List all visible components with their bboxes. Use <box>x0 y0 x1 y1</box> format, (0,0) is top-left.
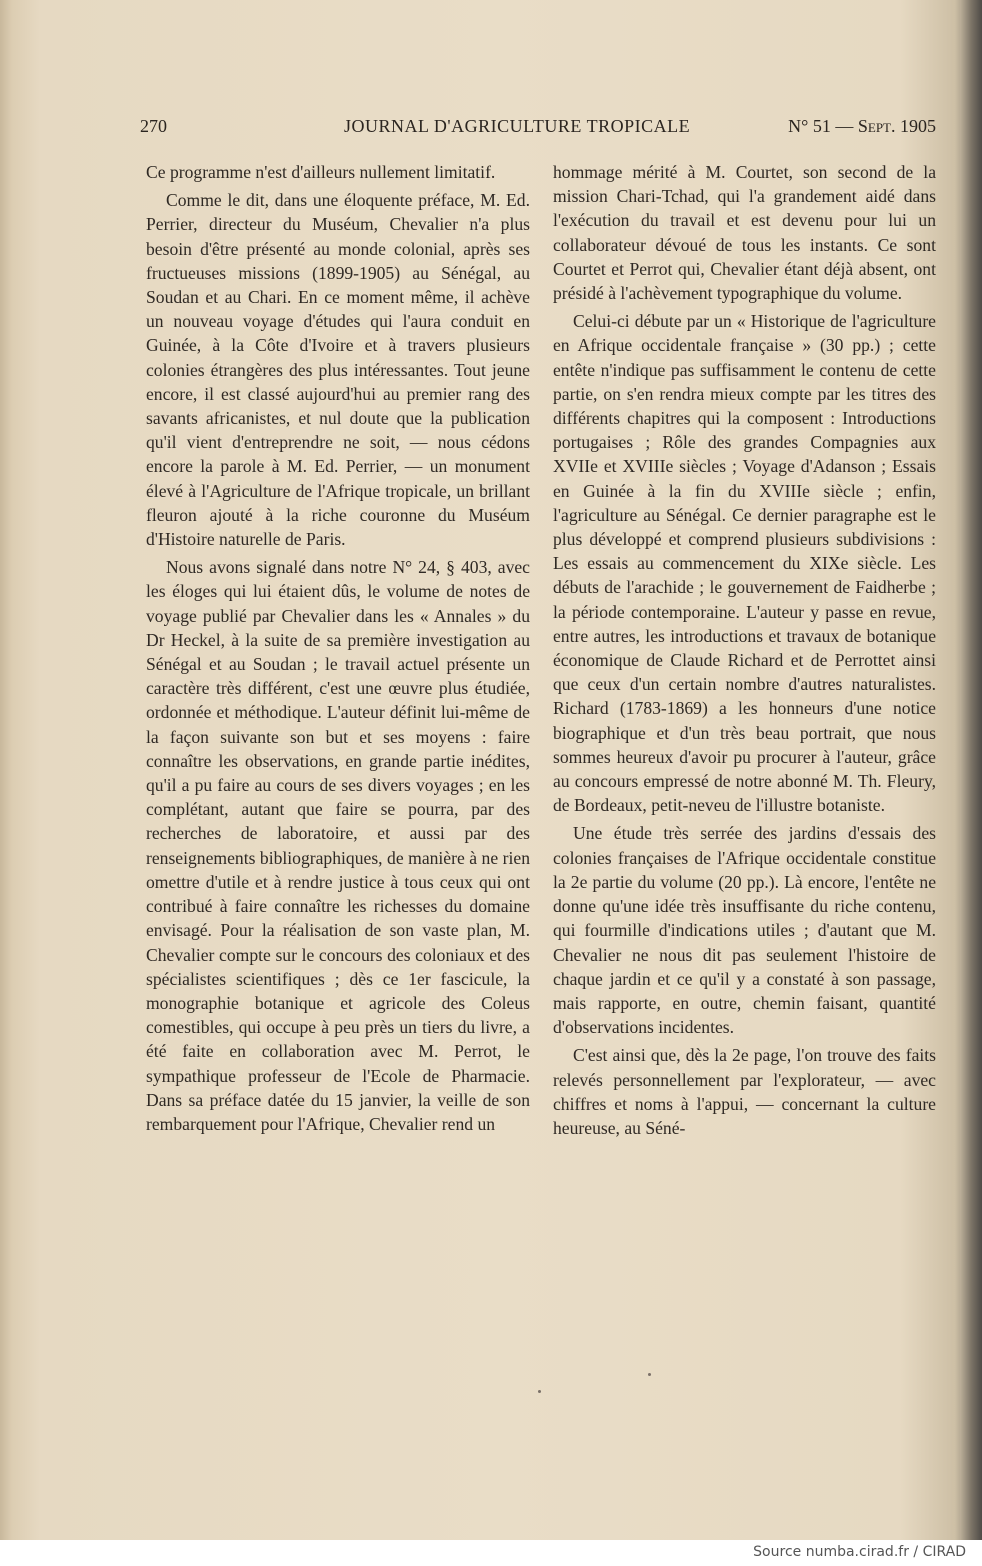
page-number: 270 <box>140 116 167 136</box>
issue-info: N° 51 — Sept. 1905 <box>788 116 936 136</box>
paragraph: Comme le dit, dans une éloquente préface, M. Ed. Perrier, directeur du Muséum, Chevalier n'a plus besoin d'être présenté au monde colonial, après ses fructueuses missions (1899-1905) au Sénégal, au Soudan et au Chari. En ce moment même, il achève un nouveau voyage d'études qui l'aura conduit en Guinée, à la Côte d'Ivoire et à travers plusieurs colonies étrangères des plus intéressantes. Tout jeune encore, il est classé aujourd'hui au premier rang des savants africanistes, et nul doute que la publication qu'il vient d'entreprendre ne soit, — nous cédons encore la parole à M. Ed. Perrier, — un monument élevé à l'Agriculture de l'Afrique tropicale, un brillant fleuron ajouté à la riche couronne du Muséum d'Histoire naturelle de Paris. <box>146 190 530 550</box>
paragraph: Ce programme n'est d'ailleurs nullement limitatif. <box>146 162 496 182</box>
left-column <box>146 160 530 1140</box>
running-header <box>140 116 936 142</box>
footer-bar <box>0 1540 982 1566</box>
paragraph: Une étude très serrée des jardins d'essais des colonies françaises de l'Afrique occidentale constitue la 2e partie du volume (20 pp.). Là encore, l'entête ne donne qu'une idée très insuffisante du riche contenu, qui fourmille d'indications utiles ; d'autant que M. Chevalier ne nous dit pas seulement l'histoire de chaque jardin et ce qu'il y a constaté à son passage, mais rapporte, en outre, chemin faisant, quantité d'observations incidentes. <box>553 823 936 1038</box>
print-speck <box>648 1373 651 1376</box>
paragraph: hommage mérité à M. Courtet, son second de la mission Chari-Tchad, qui l'a grandement aidé dans l'exécution du travail et est devenu pour lui un collaborateur dévoué de tous les instants. Ce sont Courtet et Perrot qui, Chevalier étant déjà absent, ont présidé à l'achèvement typographique du volume. <box>553 162 936 304</box>
journal-title: JOURNAL D'AGRICULTURE TROPICALE <box>344 116 691 136</box>
paragraph: Celui-ci débute par un « Historique de l'agriculture en Afrique occidentale française » (30 pp.) ; cette entête n'indique pas suffisamment le contenu de cette partie, on s'en rendra mieux compte par les titres des différents chapitres qui la composent : Introductions portugaises ; Rôle des grandes Compagnies aux XVIIe et XVIIIe siècles ; Voyage d'Adanson ; Essais en Guinée à la fin du XVIIIe siècle ; enfin, l'agriculture au Sénégal. Ce dernier paragraphe est le plus développé et comprend plusieurs subdivisions : Les essais au commencement du XIXe siècle. Les débuts de l'arachide ; le gouvernement de Faidherbe ; la période contemporaine. L'auteur y passe en revue, entre autres, les introductions et travaux de botanique économique de Claude Richard et de Perrottet ainsi que ceux d'un certain nombre d'autres naturalistes. Richard (1783-1869) a les honneurs d'une notice biographique et d'un très beau portrait, que nous sommes heureux d'avoir pu procurer à l'auteur, grâce au concours empressé de notre abonné M. Th. Fleury, de Bordeaux, petit-neveu de l'illustre botaniste. <box>553 311 936 816</box>
print-speck <box>538 1390 541 1393</box>
book-binding-edge <box>960 0 982 1540</box>
right-column <box>553 160 936 1144</box>
source-credit: Source numba.cirad.fr / CIRAD <box>753 1544 966 1560</box>
paragraph: Nous avons signalé dans notre N° 24, § 403, avec les éloges qui lui étaient dûs, le volume de notes de voyage publié par Chevalier dans les « Annales » du Dr Heckel, à la suite de sa première investigation au Sénégal et au Soudan ; le travail actuel présente un caractère très différent, c'est une œuvre plus étudiée, ordonnée et méthodique. L'auteur définit lui-même de la façon suivante son but et ses moyens : faire connaître les observations, en grande partie inédites, qu'il a pu faire au cours de ses divers voyages ; en les complétant, autant que faire se pourra, par des recherches de laboratoire, et aussi par des renseignements bibliographiques, de manière à ne rien omettre d'utile et à rendre justice à tous ceux qui ont contribué à faire connaître les richesses du domaine envisagé. Pour la réalisation de son vaste plan, M. Chevalier compte sur le concours des coloniaux et des spécialistes scientifiques ; dès ce 1er fascicule, la monographie botanique et agricole des Coleus comestibles, qui occupe à peu près un tiers du livre, a été faite en collaboration avec M. Perrot, le sympathique professeur de l'Ecole de Pharmacie. Dans sa préface datée du 15 janvier, la veille de son rembarquement pour l'Afrique, Chevalier rend un <box>146 557 530 1134</box>
paragraph: C'est ainsi que, dès la 2e page, l'on trouve des faits relevés personnellement par l'explorateur, — avec chiffres et noms à l'appui, — concernant la culture heureuse, au Séné- <box>553 1045 936 1138</box>
